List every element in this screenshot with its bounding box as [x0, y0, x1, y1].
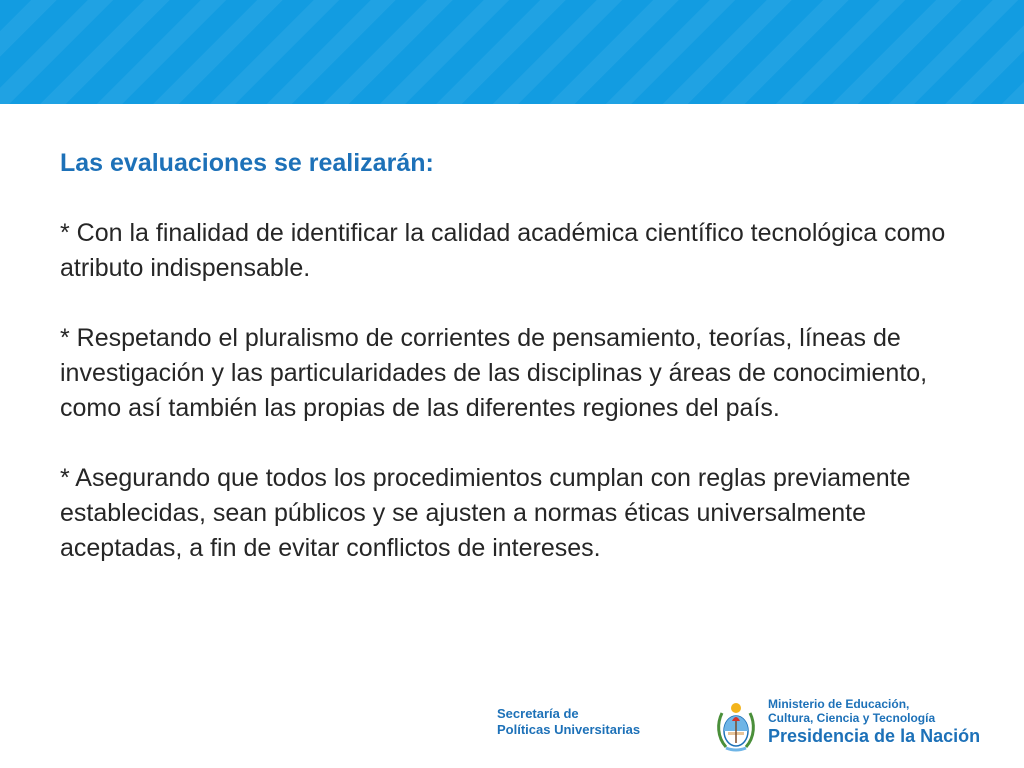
slide-content	[60, 146, 990, 601]
secretaria-logo-text	[497, 706, 640, 738]
ministerio-line-1: Ministerio de Educación,	[768, 697, 910, 711]
ministerio-logo	[712, 697, 1012, 753]
argentina-coat-of-arms-icon	[716, 699, 756, 753]
bullet-paragraph-1: * Con la finalidad de identificar la calidad académica científico tecnológica como atributo indispensable.	[60, 219, 946, 282]
ministerio-text	[768, 697, 980, 747]
bullet-paragraph-2: * Respetando el pluralismo de corrientes de pensamiento, teorías, líneas de investigación y las particularidades de las disciplinas y áreas de conocimiento, como así también las propias de las diferentes regiones del país.	[60, 324, 928, 422]
top-banner	[0, 0, 1024, 104]
ministerio-line-2: Cultura, Ciencia y Tecnología	[768, 711, 936, 725]
secretaria-line-2: Políticas Universitarias	[497, 722, 641, 737]
secretaria-line-1: Secretaría de	[497, 706, 579, 721]
presidencia-label: Presidencia de la Nación	[768, 726, 981, 746]
slide-heading: Las evaluaciones se realizarán:	[60, 149, 434, 177]
bullet-paragraph-3: * Asegurando que todos los procedimientos cumplan con reglas previamente establecidas, sean públicos y se ajusten a normas éticas universalmente aceptadas, a fin de evitar conflictos de intereses.	[60, 464, 911, 562]
